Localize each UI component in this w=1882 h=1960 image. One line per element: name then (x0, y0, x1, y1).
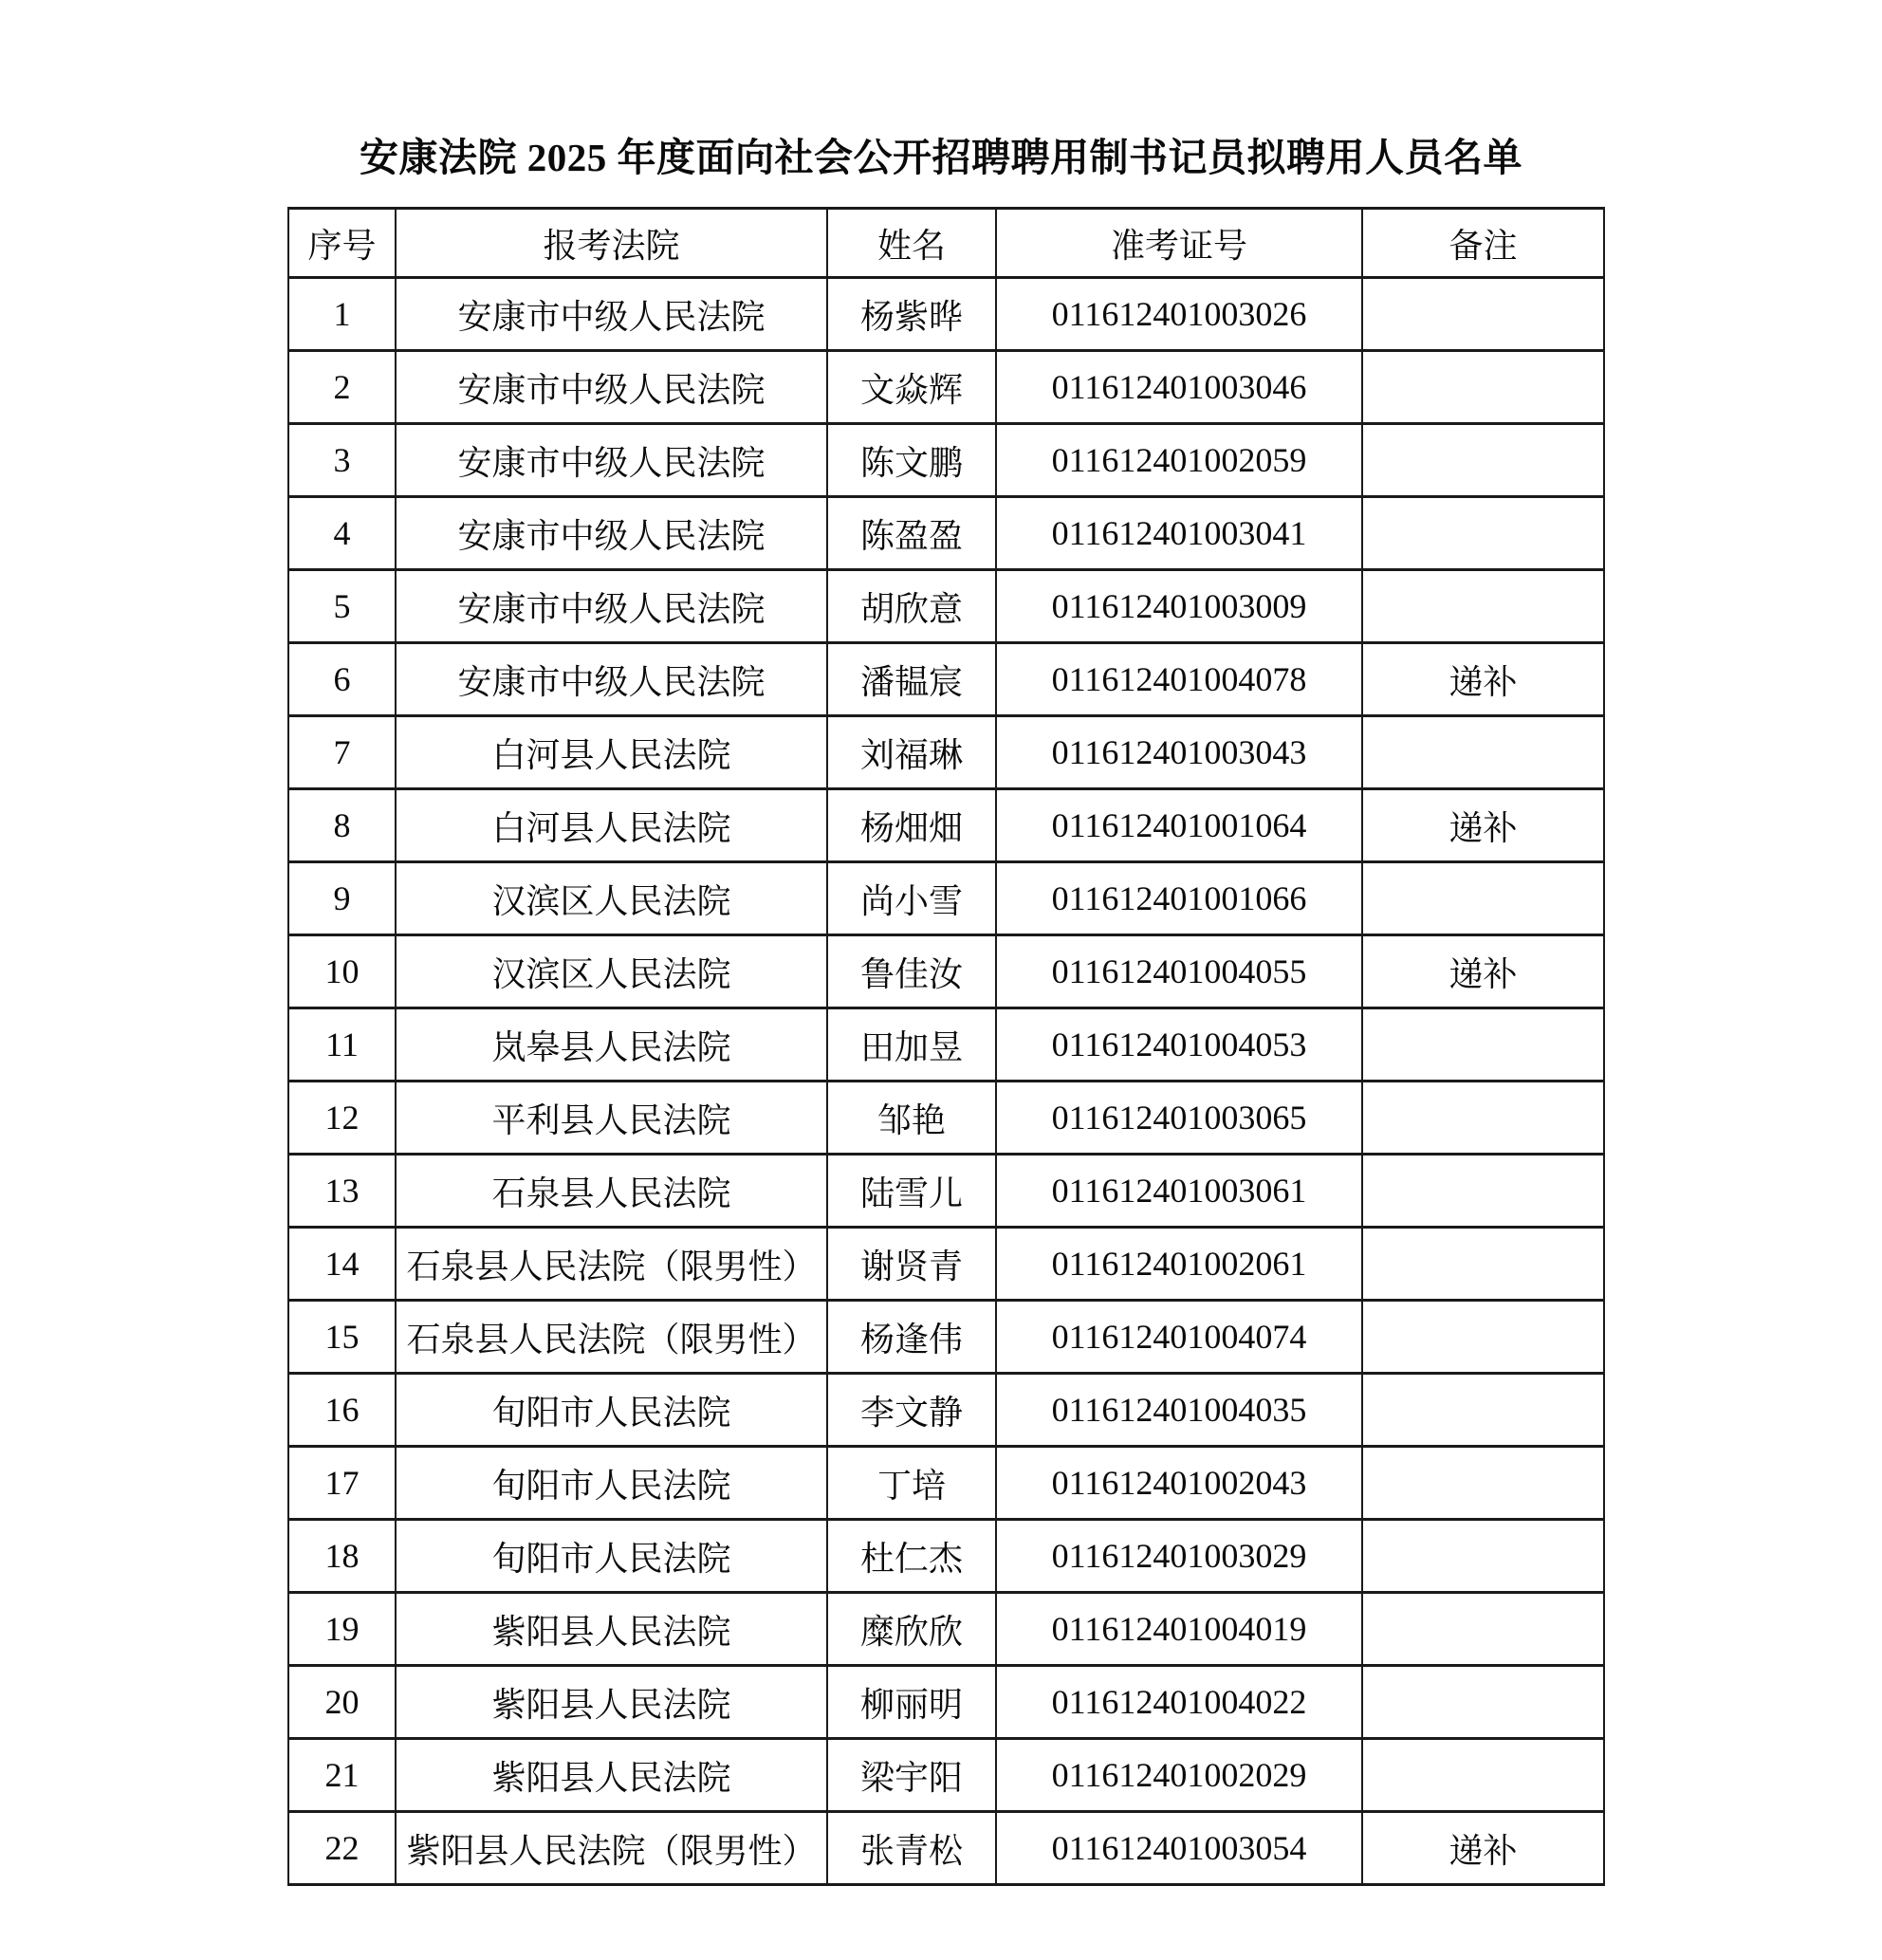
table-row (288, 1666, 1604, 1739)
ticket-number-cell: 011612401004019 (996, 1593, 1362, 1666)
name-cell: 胡欣意 (827, 570, 996, 643)
index-cell: 11 (288, 1008, 396, 1082)
name-cell: 张青松 (827, 1812, 996, 1885)
remark-cell (1362, 1666, 1604, 1739)
ticket-number-cell: 011612401001066 (996, 862, 1362, 935)
table-row (288, 497, 1604, 570)
name-cell: 鲁佳汝 (827, 935, 996, 1008)
court-cell: 安康市中级人民法院 (396, 278, 827, 351)
remark-cell (1362, 424, 1604, 497)
index-cell: 21 (288, 1739, 396, 1812)
table-row (288, 862, 1604, 935)
index-cell: 17 (288, 1447, 396, 1520)
name-cell: 杨畑畑 (827, 789, 996, 862)
court-cell: 白河县人民法院 (396, 716, 827, 789)
header-remark: 备注 (1362, 209, 1604, 278)
remark-cell (1362, 1374, 1604, 1447)
remark-cell (1362, 1008, 1604, 1082)
ticket-number-cell: 011612401003065 (996, 1082, 1362, 1155)
ticket-number-cell: 011612401003061 (996, 1155, 1362, 1228)
name-cell: 柳丽明 (827, 1666, 996, 1739)
name-cell: 杜仁杰 (827, 1520, 996, 1593)
remark-cell (1362, 278, 1604, 351)
court-cell: 紫阳县人民法院 (396, 1593, 827, 1666)
remark-cell (1362, 1301, 1604, 1374)
index-cell: 16 (288, 1374, 396, 1447)
name-cell: 刘福琳 (827, 716, 996, 789)
table-row (288, 1520, 1604, 1593)
remark-cell (1362, 1447, 1604, 1520)
court-cell: 石泉县人民法院（限男性） (396, 1228, 827, 1301)
remark-cell (1362, 1739, 1604, 1812)
table-header-row (288, 209, 1604, 278)
table-row (288, 1155, 1604, 1228)
index-cell: 1 (288, 278, 396, 351)
ticket-number-cell: 011612401003046 (996, 351, 1362, 424)
court-cell: 旬阳市人民法院 (396, 1374, 827, 1447)
index-cell: 12 (288, 1082, 396, 1155)
index-cell: 8 (288, 789, 396, 862)
name-cell: 陈文鹏 (827, 424, 996, 497)
name-cell: 田加昱 (827, 1008, 996, 1082)
ticket-number-cell: 011612401004055 (996, 935, 1362, 1008)
court-cell: 紫阳县人民法院 (396, 1666, 827, 1739)
index-cell: 4 (288, 497, 396, 570)
ticket-number-cell: 011612401004053 (996, 1008, 1362, 1082)
table-row (288, 1374, 1604, 1447)
ticket-number-cell: 011612401002059 (996, 424, 1362, 497)
index-cell: 10 (288, 935, 396, 1008)
table-row (288, 1812, 1604, 1885)
court-cell: 旬阳市人民法院 (396, 1447, 827, 1520)
court-cell: 紫阳县人民法院（限男性） (396, 1812, 827, 1885)
remark-cell: 递补 (1362, 935, 1604, 1008)
index-cell: 13 (288, 1155, 396, 1228)
court-cell: 汉滨区人民法院 (396, 862, 827, 935)
name-cell: 陆雪儿 (827, 1155, 996, 1228)
table-row (288, 424, 1604, 497)
page-title: 安康法院 2025 年度面向社会公开招聘聘用制书记员拟聘用人员名单 (360, 136, 1522, 179)
ticket-number-cell: 011612401003041 (996, 497, 1362, 570)
ticket-number-cell: 011612401003026 (996, 278, 1362, 351)
index-cell: 20 (288, 1666, 396, 1739)
remark-cell (1362, 497, 1604, 570)
remark-cell (1362, 862, 1604, 935)
table-body (288, 278, 1604, 1885)
remark-cell (1362, 1155, 1604, 1228)
name-cell: 糜欣欣 (827, 1593, 996, 1666)
ticket-number-cell: 011612401002043 (996, 1447, 1362, 1520)
remark-cell: 递补 (1362, 789, 1604, 862)
court-cell: 石泉县人民法院 (396, 1155, 827, 1228)
table-row (288, 570, 1604, 643)
table-row (288, 1447, 1604, 1520)
header-name: 姓名 (827, 209, 996, 278)
remark-cell (1362, 1228, 1604, 1301)
table-row (288, 643, 1604, 716)
court-cell: 安康市中级人民法院 (396, 351, 827, 424)
remark-cell (1362, 716, 1604, 789)
hiring-roster-table (287, 207, 1605, 1886)
table-row (288, 1228, 1604, 1301)
ticket-number-cell: 011612401003054 (996, 1812, 1362, 1885)
court-cell: 汉滨区人民法院 (396, 935, 827, 1008)
header-index: 序号 (288, 209, 396, 278)
name-cell: 梁宇阳 (827, 1739, 996, 1812)
name-cell: 李文静 (827, 1374, 996, 1447)
remark-cell: 递补 (1362, 1812, 1604, 1885)
index-cell: 5 (288, 570, 396, 643)
table-row (288, 935, 1604, 1008)
index-cell: 14 (288, 1228, 396, 1301)
index-cell: 7 (288, 716, 396, 789)
index-cell: 22 (288, 1812, 396, 1885)
table-row (288, 1008, 1604, 1082)
index-cell: 9 (288, 862, 396, 935)
name-cell: 杨紫晔 (827, 278, 996, 351)
table-row (288, 1082, 1604, 1155)
ticket-number-cell: 011612401003029 (996, 1520, 1362, 1593)
table-row (288, 278, 1604, 351)
table-row (288, 1739, 1604, 1812)
index-cell: 2 (288, 351, 396, 424)
ticket-number-cell: 011612401004078 (996, 643, 1362, 716)
ticket-number-cell: 011612401002029 (996, 1739, 1362, 1812)
ticket-number-cell: 011612401004074 (996, 1301, 1362, 1374)
header-court: 报考法院 (396, 209, 827, 278)
index-cell: 6 (288, 643, 396, 716)
name-cell: 陈盈盈 (827, 497, 996, 570)
name-cell: 邹艳 (827, 1082, 996, 1155)
table-row (288, 716, 1604, 789)
name-cell: 文焱辉 (827, 351, 996, 424)
ticket-number-cell: 011612401001064 (996, 789, 1362, 862)
ticket-number-cell: 011612401003043 (996, 716, 1362, 789)
table-row (288, 789, 1604, 862)
remark-cell (1362, 1593, 1604, 1666)
index-cell: 15 (288, 1301, 396, 1374)
court-cell: 安康市中级人民法院 (396, 643, 827, 716)
table-row (288, 351, 1604, 424)
ticket-number-cell: 011612401003009 (996, 570, 1362, 643)
ticket-number-cell: 011612401004035 (996, 1374, 1362, 1447)
remark-cell (1362, 351, 1604, 424)
ticket-number-cell: 011612401004022 (996, 1666, 1362, 1739)
index-cell: 19 (288, 1593, 396, 1666)
remark-cell (1362, 1082, 1604, 1155)
court-cell: 白河县人民法院 (396, 789, 827, 862)
court-cell: 紫阳县人民法院 (396, 1739, 827, 1812)
court-cell: 岚皋县人民法院 (396, 1008, 827, 1082)
table-row (288, 1301, 1604, 1374)
index-cell: 3 (288, 424, 396, 497)
court-cell: 石泉县人民法院（限男性） (396, 1301, 827, 1374)
remark-cell (1362, 1520, 1604, 1593)
header-ticket-number: 准考证号 (996, 209, 1362, 278)
name-cell: 尚小雪 (827, 862, 996, 935)
index-cell: 18 (288, 1520, 396, 1593)
remark-cell: 递补 (1362, 643, 1604, 716)
name-cell: 潘韫宸 (827, 643, 996, 716)
name-cell: 丁培 (827, 1447, 996, 1520)
court-cell: 安康市中级人民法院 (396, 497, 827, 570)
court-cell: 旬阳市人民法院 (396, 1520, 827, 1593)
name-cell: 谢贤青 (827, 1228, 996, 1301)
court-cell: 安康市中级人民法院 (396, 424, 827, 497)
court-cell: 安康市中级人民法院 (396, 570, 827, 643)
table-row (288, 1593, 1604, 1666)
remark-cell (1362, 570, 1604, 643)
ticket-number-cell: 011612401002061 (996, 1228, 1362, 1301)
court-cell: 平利县人民法院 (396, 1082, 827, 1155)
name-cell: 杨逢伟 (827, 1301, 996, 1374)
